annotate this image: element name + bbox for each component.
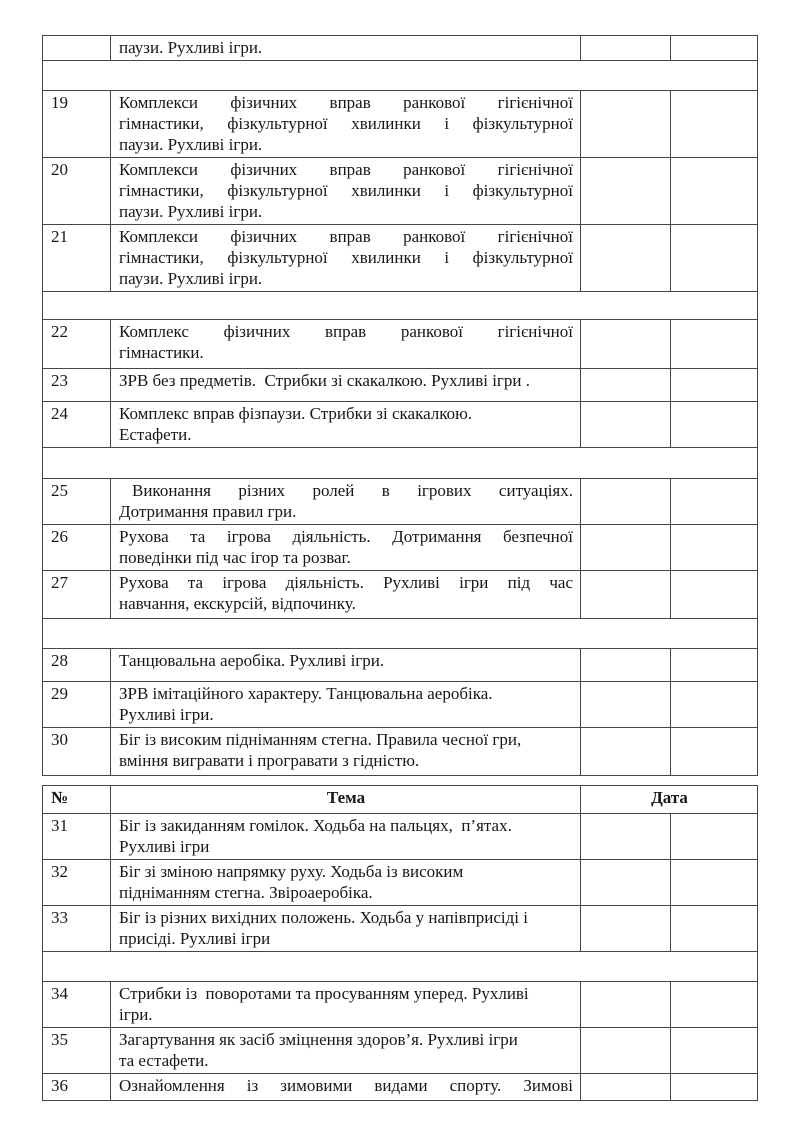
lesson-topic-cell: [111, 225, 581, 292]
lesson-topic-cell: [111, 525, 581, 571]
spacer-row: [43, 292, 758, 320]
lesson-number-cell: 36: [43, 1074, 111, 1101]
lesson-number-cell: [43, 36, 111, 61]
lesson-topic-cell: [111, 860, 581, 906]
topic-line: Стрибки із поворотами та просуванням уперед. Рухливі: [119, 984, 529, 1003]
lesson-topic-cell: [111, 982, 581, 1028]
spacer-row: [43, 448, 758, 479]
lesson-row: [43, 91, 758, 158]
topic-line: Танцювальна аеробіка. Рухливі ігри.: [119, 651, 385, 670]
lesson-topic-cell: [111, 1028, 581, 1074]
date-cell-2: [671, 814, 758, 860]
lesson-number-cell: 31: [43, 814, 111, 860]
lesson-topic-cell: [111, 1074, 581, 1101]
date-cell-2: [671, 860, 758, 906]
lesson-plan-table-lower: [42, 785, 758, 1101]
spacer-row: [43, 61, 758, 91]
spacer-cell: [43, 619, 758, 649]
topic-line: Загартування як засіб зміцнення здоров’я. Рухливі ігри: [119, 1030, 518, 1049]
lesson-table-1-body: [43, 36, 758, 776]
lesson-topic-cell: [111, 479, 581, 525]
date-cell-2: [671, 91, 758, 158]
topic-line: гімнастики, фізкультурної хвилинки і фізкультурної: [119, 248, 573, 267]
date-cell-2: [671, 906, 758, 952]
date-cell-2: [671, 525, 758, 571]
lesson-row: [43, 906, 758, 952]
lesson-row: [43, 649, 758, 682]
topic-line: гімнастики.: [119, 343, 204, 362]
topic-line: Рухова та ігрова діяльність. Дотримання безпечної: [119, 527, 573, 546]
date-cell-2: [671, 225, 758, 292]
lesson-plan-table-upper: [42, 35, 758, 776]
lesson-topic-cell: [111, 36, 581, 61]
date-cell-2: [671, 728, 758, 776]
lesson-number-cell: 34: [43, 982, 111, 1028]
header-topic-label: Тема: [111, 786, 581, 814]
topic-line: Виконання різних ролей в ігрових ситуаціях.: [132, 481, 573, 500]
lesson-row: [43, 479, 758, 525]
topic-line: Естафети.: [119, 425, 192, 444]
date-cell-1: [581, 402, 671, 448]
lesson-number-cell: 30: [43, 728, 111, 776]
date-cell-1: [581, 1028, 671, 1074]
topic-line: гімнастики, фізкультурної хвилинки і фізкультурної: [119, 181, 573, 200]
lesson-number-cell: 28: [43, 649, 111, 682]
lesson-topic-cell: [111, 814, 581, 860]
date-cell-2: [671, 682, 758, 728]
spacer-row: [43, 952, 758, 982]
spacer-row: [43, 619, 758, 649]
date-cell-1: [581, 525, 671, 571]
date-cell-1: [581, 571, 671, 619]
topic-line: ЗРВ імітаційного характеру. Танцювальна аеробіка.: [119, 684, 493, 703]
date-cell-2: [671, 982, 758, 1028]
lesson-row: [43, 158, 758, 225]
lesson-number-cell: 33: [43, 906, 111, 952]
date-cell-1: [581, 906, 671, 952]
lesson-topic-cell: [111, 571, 581, 619]
lesson-number-cell: 21: [43, 225, 111, 292]
topic-line: паузи. Рухливі ігри.: [119, 202, 263, 221]
lesson-number-cell: 25: [43, 479, 111, 525]
lesson-row: [43, 982, 758, 1028]
lesson-row: [43, 525, 758, 571]
lesson-row: [43, 369, 758, 402]
date-cell-1: [581, 158, 671, 225]
topic-line: паузи. Рухливі ігри.: [119, 38, 263, 57]
topic-line: поведінки під час ігор та розваг.: [119, 548, 351, 567]
lesson-table-2-body: [43, 814, 758, 1101]
lesson-topic-cell: [111, 682, 581, 728]
lesson-row: [43, 225, 758, 292]
date-cell-1: [581, 91, 671, 158]
lesson-row: [43, 682, 758, 728]
date-cell-1: [581, 369, 671, 402]
date-cell-2: [671, 402, 758, 448]
lesson-number-cell: 22: [43, 320, 111, 369]
lesson-number-cell: 24: [43, 402, 111, 448]
topic-line: Рухливі ігри: [119, 837, 210, 856]
date-cell-1: [581, 320, 671, 369]
lesson-topic-cell: [111, 91, 581, 158]
spacer-cell: [43, 61, 758, 91]
topic-line: Біг із різних вихідних положень. Ходьба у напівприсіді і: [119, 908, 528, 927]
topic-line: підніманням стегна. Звіроаеробіка.: [119, 883, 373, 902]
date-cell-2: [671, 369, 758, 402]
date-cell-1: [581, 860, 671, 906]
date-cell-2: [671, 1028, 758, 1074]
date-cell-2: [671, 158, 758, 225]
date-cell-2: [671, 571, 758, 619]
continuation-row: [43, 36, 758, 61]
topic-line: Дотримання правил гри.: [119, 502, 297, 521]
lesson-number-cell: 27: [43, 571, 111, 619]
lesson-row: [43, 728, 758, 776]
date-cell-2: [671, 479, 758, 525]
date-cell-1: [581, 728, 671, 776]
lesson-row: [43, 1028, 758, 1074]
topic-line: присіді. Рухливі ігри: [119, 929, 271, 948]
lesson-topic-cell: [111, 728, 581, 776]
topic-line: навчання, екскурсій, відпочинку.: [119, 594, 356, 613]
topic-line: Ознайомлення із зимовими видами спорту. Зимові: [119, 1076, 573, 1095]
spacer-cell: [43, 292, 758, 320]
topic-line: гімнастики, фізкультурної хвилинки і фізкультурної: [119, 114, 573, 133]
lesson-row: [43, 814, 758, 860]
lesson-row: [43, 402, 758, 448]
topic-line: Біг зі зміною напрямку руху. Ходьба із високим: [119, 862, 464, 881]
date-cell-2: [671, 1074, 758, 1101]
header-number-label: №: [43, 786, 111, 814]
topic-line: Комплекс вправ фізпаузи. Стрибки зі скакалкою.: [119, 404, 473, 423]
lesson-topic-cell: [111, 369, 581, 402]
lesson-row: [43, 320, 758, 369]
topic-line: Комплекси фізичних вправ ранкової гігієнічної: [119, 227, 573, 246]
topic-line: та естафети.: [119, 1051, 209, 1070]
table-header-row: [43, 786, 758, 814]
topic-line: Рухливі ігри.: [119, 705, 214, 724]
date-cell-1: [581, 225, 671, 292]
topic-line: вміння вигравати і програвати з гідністю.: [119, 751, 420, 770]
topic-line: Біг із закиданням гомілок. Ходьба на пальцях, п’ятах.: [119, 816, 512, 835]
lesson-number-cell: 32: [43, 860, 111, 906]
lesson-number-cell: 23: [43, 369, 111, 402]
topic-line: ігри.: [119, 1005, 153, 1024]
spacer-cell: [43, 952, 758, 982]
date-cell-1: [581, 479, 671, 525]
lesson-number-cell: 20: [43, 158, 111, 225]
topic-line: Комплекси фізичних вправ ранкової гігієнічної: [119, 160, 573, 179]
spacer-cell: [43, 448, 758, 479]
lesson-number-cell: 35: [43, 1028, 111, 1074]
header-date-label: Дата: [581, 786, 758, 814]
date-cell-2: [671, 649, 758, 682]
topic-line: ЗРВ без предметів. Стрибки зі скакалкою. Рухливі ігри .: [119, 371, 530, 390]
date-cell-2: [671, 36, 758, 61]
lesson-topic-cell: [111, 320, 581, 369]
date-cell-1: [581, 814, 671, 860]
lesson-row: [43, 1074, 758, 1101]
topic-line: паузи. Рухливі ігри.: [119, 269, 263, 288]
lesson-number-cell: 19: [43, 91, 111, 158]
lesson-row: [43, 571, 758, 619]
date-cell-1: [581, 1074, 671, 1101]
lesson-number-cell: 26: [43, 525, 111, 571]
lesson-topic-cell: [111, 906, 581, 952]
date-cell-1: [581, 682, 671, 728]
date-cell-2: [671, 320, 758, 369]
lesson-topic-cell: [111, 158, 581, 225]
topic-line: паузи. Рухливі ігри.: [119, 135, 263, 154]
topic-line: Комплекс фізичних вправ ранкової гігієнічної: [119, 322, 573, 341]
date-cell-1: [581, 649, 671, 682]
topic-line: Біг із високим підніманням стегна. Правила чесної гри,: [119, 730, 522, 749]
lesson-topic-cell: [111, 649, 581, 682]
date-cell-1: [581, 982, 671, 1028]
date-cell-1: [581, 36, 671, 61]
lesson-number-cell: 29: [43, 682, 111, 728]
lesson-topic-cell: [111, 402, 581, 448]
topic-line: Комплекси фізичних вправ ранкової гігієнічної: [119, 93, 573, 112]
lesson-row: [43, 860, 758, 906]
topic-line: Рухова та ігрова діяльність. Рухливі ігри під час: [119, 573, 573, 592]
